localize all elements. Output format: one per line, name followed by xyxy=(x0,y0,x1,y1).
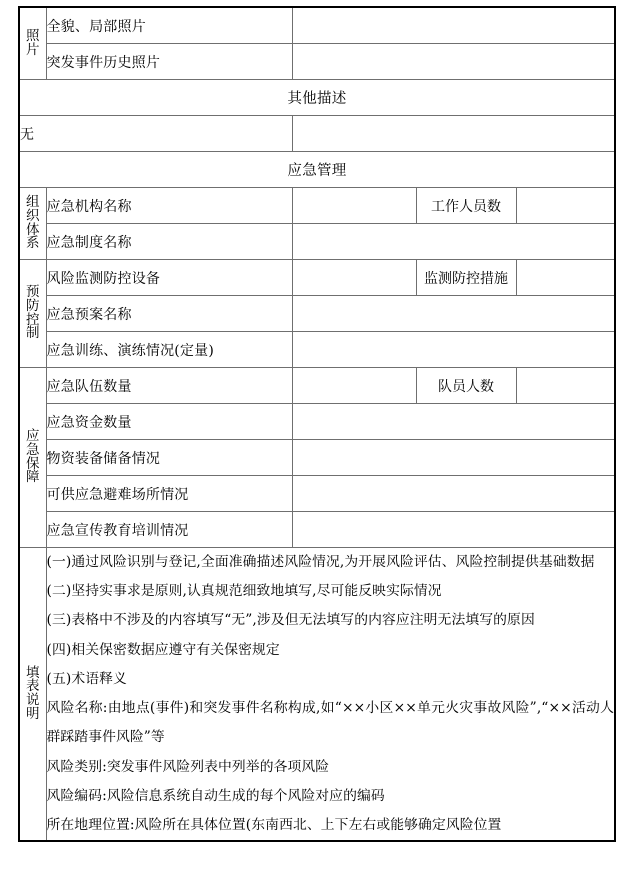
field-value-monitoring-measures[interactable] xyxy=(516,260,615,296)
instruction-paragraph: (四)相关保密数据应遵守有关保密规定 xyxy=(46,641,280,658)
field-value-emergency-plan-name[interactable] xyxy=(292,296,615,332)
table-row xyxy=(19,80,615,116)
field-value-emergency-agency-name[interactable] xyxy=(292,188,416,224)
field-label-overall-photo: 全貌、局部照片 xyxy=(46,7,292,44)
field-label-emergency-fund-amount: 应急资金数量 xyxy=(46,404,292,440)
table-row xyxy=(19,440,615,476)
field-value-emergency-team-count[interactable] xyxy=(292,368,416,404)
section-label-instructions-text: 填表说明 xyxy=(26,664,40,722)
field-value-publicity-training[interactable] xyxy=(292,512,615,548)
field-value-incident-history-photo[interactable] xyxy=(292,44,615,80)
section-label-photos xyxy=(19,7,46,80)
field-value-overall-photo[interactable] xyxy=(292,7,615,44)
section-label-organization-system xyxy=(19,188,46,260)
instruction-paragraph: (一)通过风险识别与登记,全面准确描述风险情况,为开展风险评估、风险控制提供基础数据 xyxy=(46,554,595,570)
section-banner-emergency-management: 应急管理 xyxy=(19,152,615,188)
table-row xyxy=(19,224,615,260)
field-label-incident-history-photo: 突发事件历史照片 xyxy=(46,44,292,80)
field-value-other-description[interactable]: 无 xyxy=(19,116,292,152)
field-label-team-member-count: 队员人数 xyxy=(416,368,516,404)
section-label-prevention-control-text: 预防控制 xyxy=(26,283,40,342)
field-value-material-reserve[interactable] xyxy=(292,440,615,476)
table-row xyxy=(19,368,615,404)
table-row xyxy=(19,152,615,188)
instruction-paragraph: (五)术语释义 xyxy=(46,670,127,687)
field-value-risk-monitoring-equipment[interactable] xyxy=(292,260,416,296)
field-label-emergency-plan-name: 应急预案名称 xyxy=(46,296,292,332)
field-label-emergency-drill-status: 应急训练、演练情况(定量) xyxy=(46,332,292,368)
field-label-emergency-team-count: 应急队伍数量 xyxy=(46,368,292,404)
table-row xyxy=(19,404,615,440)
field-value-shelter-availability[interactable] xyxy=(292,476,615,512)
section-label-photos-text: 照片 xyxy=(26,27,40,58)
field-label-material-reserve: 物资装备储备情况 xyxy=(46,440,292,476)
table-row xyxy=(19,116,615,152)
field-value-staff-count[interactable] xyxy=(516,188,615,224)
section-label-emergency-support xyxy=(19,368,46,548)
field-label-staff-count: 工作人员数 xyxy=(416,188,516,224)
field-value-emergency-fund-amount[interactable] xyxy=(292,404,615,440)
section-banner-other-description: 其他描述 xyxy=(19,80,615,116)
instruction-term-geographic-location: 所在地理位置:风险所在具体位置(东南西北、上下左右或能够确定风险位置 xyxy=(46,817,502,834)
table-row xyxy=(19,7,615,44)
field-label-emergency-system-name: 应急制度名称 xyxy=(46,224,292,260)
table-row xyxy=(19,332,615,368)
field-label-monitoring-measures: 监测防控措施 xyxy=(416,260,516,296)
table-row xyxy=(19,548,615,842)
section-label-prevention-control xyxy=(19,260,46,368)
instruction-paragraph: (二)坚持实事求是原则,认真规范细致地填写,尽可能反映实际情况 xyxy=(46,583,442,600)
instruction-term-risk-code: 风险编码:风险信息系统自动生成的每个风险对应的编码 xyxy=(46,787,385,804)
field-value-emergency-drill-status[interactable] xyxy=(292,332,615,368)
field-value-emergency-system-name[interactable] xyxy=(292,224,615,260)
table-row xyxy=(19,44,615,80)
table-row xyxy=(19,476,615,512)
section-label-organization-system-text: 组织体系 xyxy=(26,193,40,252)
field-value-other-description-extra[interactable] xyxy=(292,116,615,152)
table-row xyxy=(19,260,615,296)
section-label-instructions xyxy=(19,548,46,842)
risk-registration-form xyxy=(18,6,616,842)
instruction-term-risk-category: 风险类别:突发事件风险列表中列举的各项风险 xyxy=(46,758,330,775)
table-row xyxy=(19,512,615,548)
field-label-publicity-training: 应急宣传教育培训情况 xyxy=(46,512,292,548)
field-label-shelter-availability: 可供应急避难场所情况 xyxy=(46,476,292,512)
field-label-emergency-agency-name: 应急机构名称 xyxy=(46,188,292,224)
field-value-team-member-count[interactable] xyxy=(516,368,615,404)
table-row xyxy=(19,188,615,224)
section-label-emergency-support-text: 应急保障 xyxy=(26,427,40,486)
instruction-term-risk-name: 风险名称:由地点(事件)和突发事件名称构成,如“××小区××单元火灾事故风险”,“××活动人群踩踏事件风险”等 xyxy=(46,700,614,746)
table-row xyxy=(19,296,615,332)
field-label-risk-monitoring-equipment: 风险监测防控设备 xyxy=(46,260,292,296)
instruction-paragraph: (三)表格中不涉及的内容填写“无”,涉及但无法填写的内容应注明无法填写的原因 xyxy=(46,612,535,629)
instructions-body xyxy=(46,548,615,842)
